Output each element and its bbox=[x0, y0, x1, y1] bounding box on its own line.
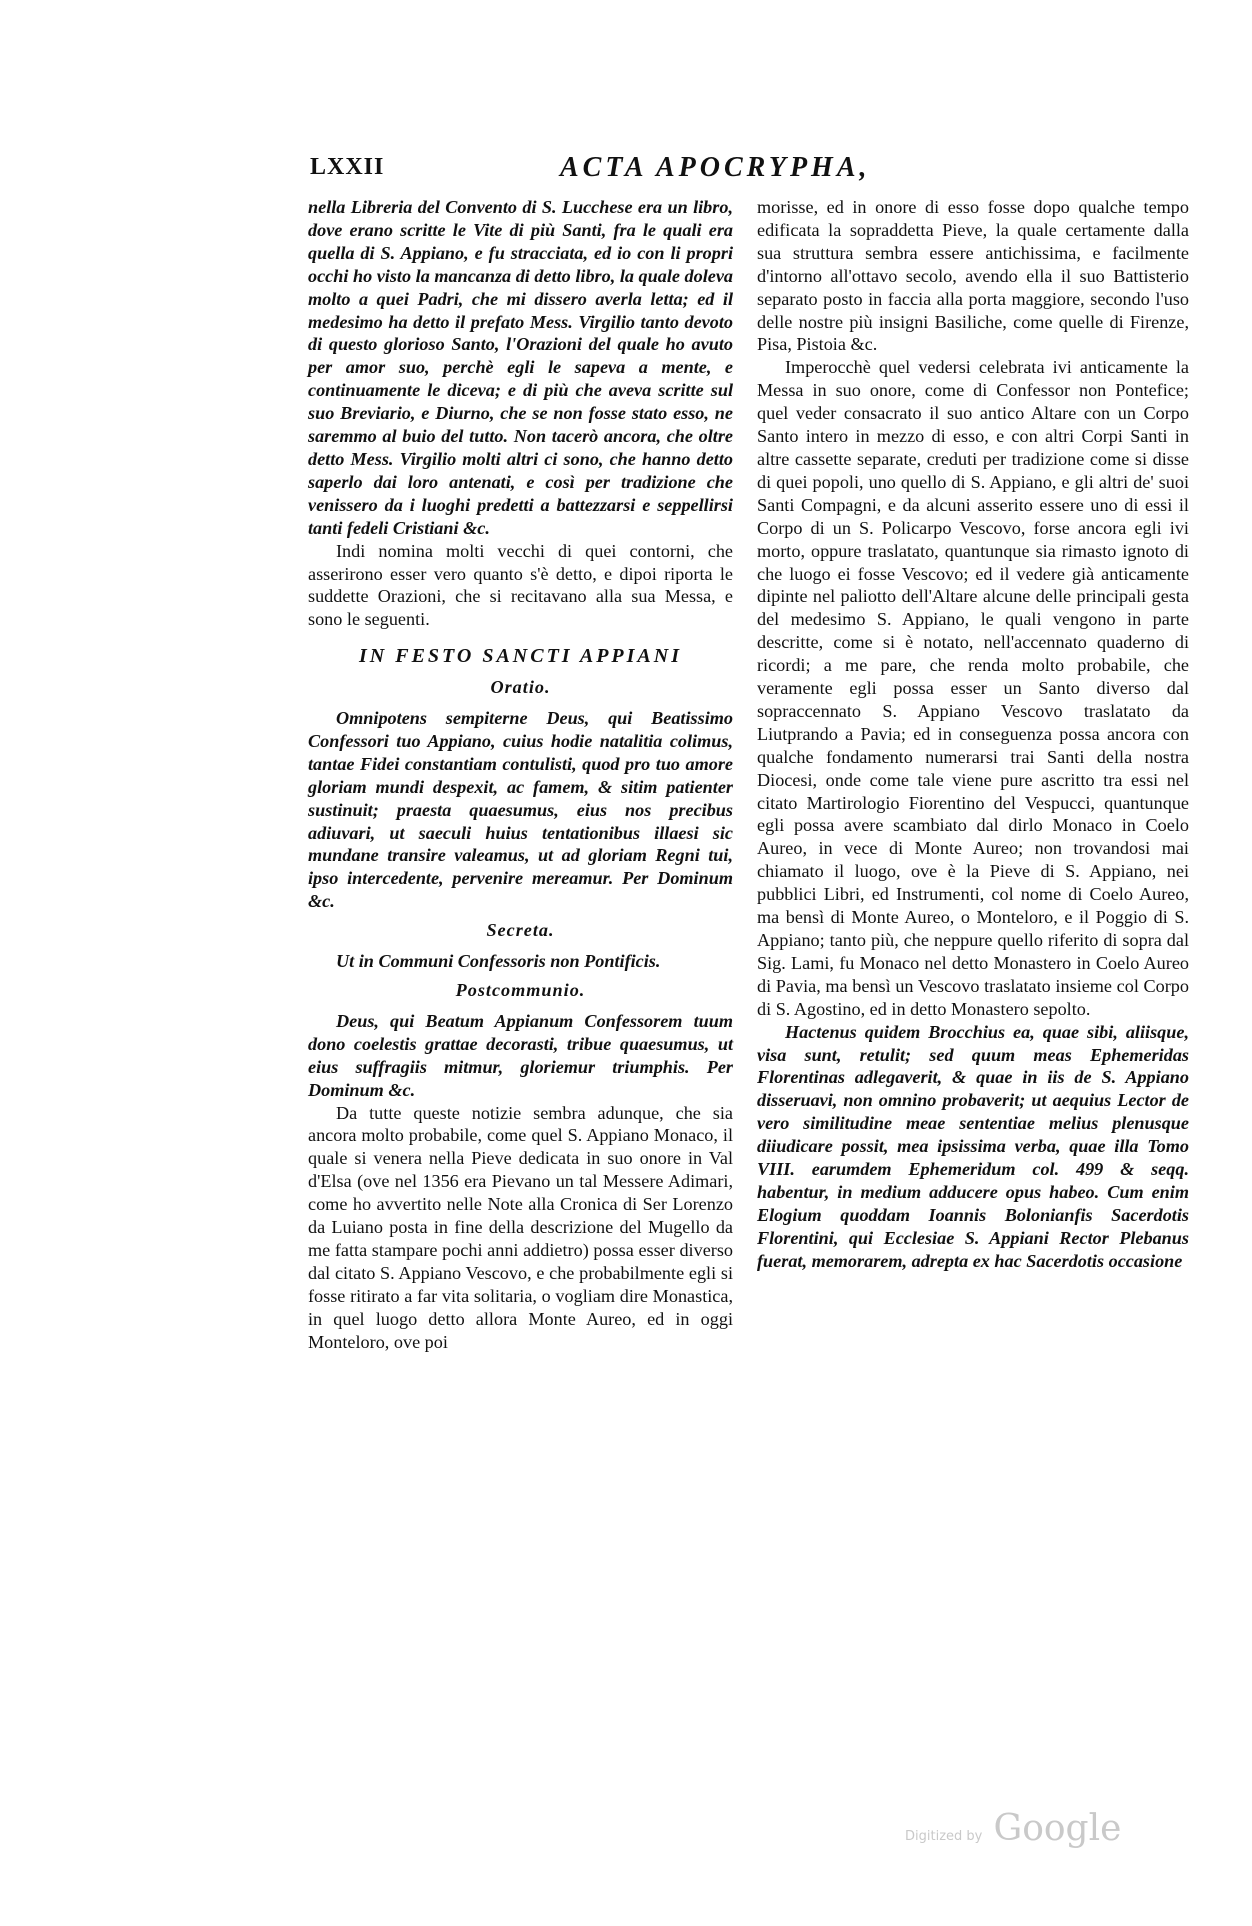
right-paragraph-3: Hactenus quidem Brocchius ea, quae sibi, aliisque, visa sunt, retulit; sed quum meas Ephemeridas Florentinas adlegaverit, & quae in iis de S. Appiano disseruavi, non omnino probaverit; ut aequius Lector de vero similitudine meae sententiae melius plenusque diiudicare possit, mea ipsissima verba, quae illa Tomo VIII. earumdem Ephemeridum col. 499 & seqq. habentur, in medium adducere opus habeo. Cum enim Elogium quoddam Ioannis Bolonianfis Sacerdotis Florentini, qui Ecclesiae S. Appiani Rector Plebanus fuerat, memorarem, adrepta ex hac Sacerdotis occasione bbox=[757, 1021, 1189, 1271]
oratio-title: Oratio. bbox=[490, 677, 551, 698]
left-paragraph-3: Da tutte queste notizie sembra adunque, che sia ancora molto probabile, come quel S. Appiano Monaco, il quale si venera nella Pieve dedicata in suo onore in Val d'Elsa (ove nel 1356 era Pievano un tal Messere Adimari, come ho avvertito nelle Note alla Cronica di Ser Lorenzo da Luiano posta in fine della descrizione del Mugello da me fatta stampare pochi anni addietro) possa esser diverso dal citato S. Appiano Vescovo, e che probabilmente egli si fosse ritirato a far vita solitaria, o vogliam dire Monastica, in quel luogo detto allora Monte Aureo, ed in oggi Monteloro, ove poi bbox=[308, 1102, 733, 1352]
secreta-title: Secreta. bbox=[486, 920, 555, 941]
google-logo: Google bbox=[993, 1808, 1122, 1849]
running-head: ACTA APOCRYPHA, bbox=[560, 152, 871, 183]
digitized-watermark bbox=[905, 1808, 1121, 1849]
left-paragraph-1: nella Libreria del Convento di S. Lucchese era un libro, dove erano scritte le Vite di più Santi, fra le quali era quella di S. Appiano, e fu stracciata, ed io con li propri occhi ho visto la mancanza di detto libro, la quale doleva molto a quei Padri, che mi dissero averla letta; ed il medesimo ha detto il prefato Mess. Virgilio tanto devoto di questo glorioso Santo, l'Orazioni del quale ho avuto per amor suo, perchè egli le sapeva a mente, e continuamente le diceva; e di più che aveva scritte sul suo Breviario, e Diurno, che se non fosse stato esso, ne saremmo al buio del tutto. Non tacerò ancora, che oltre detto Mess. Virgilio molti altri ci sono, che hanno detto saperlo dai loro antenati, e così per tradizione che venissero da i luoghi predetti a battezzarsi e seppellirsi tanti fedeli Cristiani &c. bbox=[308, 197, 733, 538]
feast-heading: IN FESTO SANCTI APPIANI bbox=[359, 645, 682, 668]
page-header bbox=[310, 150, 1170, 190]
left-paragraph-2: Indi nomina molti vecchi di quei contorni, che asserirono esser vero quanto s'è detto, e dipoi riporta le suddette Orazioni, che si recitavano alla sua Messa, e sono le seguenti. bbox=[308, 540, 733, 630]
left-column bbox=[308, 196, 733, 1354]
page-number: LXXII bbox=[310, 154, 385, 180]
postcommunio-title: Postcommunio. bbox=[455, 980, 586, 1000]
right-column bbox=[757, 196, 1189, 1273]
watermark-prefix: Digitized by bbox=[905, 1829, 983, 1844]
right-paragraph-1: morisse, ed in onore di esso fosse dopo qualche tempo edificata la sopraddetta Pieve, la quale certamente dalla sua struttura sembra essere antichissima, e facilmente d'intorno all'ottavo secolo, avendo ella il suo Battisterio separato posto in faccia alla porta maggiore, secondo l'uso delle nostre più insigni Basiliche, come quelle di Firenze, Pisa, Pistoia &c. bbox=[757, 197, 1189, 355]
oratio-text: Omnipotens sempiterne Deus, qui Beatissimo Confessori tuo Appiano, cuius hodie natalitia colimus, tantae Fidei constantiam contulisti, quod pro tuo amore gloriam mundi despexit, ac famem, & sitim patienter sustinuit; praesta quaesumus, eius nos precibus adiuvari, ut saeculi huius tentationibus illaesi sic mundane transire valeamus, ut ad gloriam Regni tui, ipso intercedente, pervenire mereamur. Per Dominum &c. bbox=[308, 708, 733, 912]
postcommunio-text: Deus, qui Beatum Appianum Confessorem tuum dono coelestis grattae decorasti, tribue quaesumus, ut eius suffragiis mitmur, gloriemur triumphis. Per Dominum &c. bbox=[308, 1010, 733, 1100]
secreta-text: Ut in Communi Confessoris non Pontificis. bbox=[336, 951, 661, 972]
right-paragraph-2: Imperocchè quel vedersi celebrata ivi anticamente la Messa in suo onore, come di Confessor non Pontefice; quel veder consacrato il suo antico Altare con un Corpo Santo intero in mezzo di esso, e con altri Corpi Santi in altre cassette separate, creduti per tradizione come si disse di quei popoli, uno quello di S. Appiano, e gli altri de' suoi Santi Compagni, e da alcuni asserito essere uno di essi il Corpo di un S. Policarpo Vescovo, forse ancora egli ivi morto, oppure traslatato, quantunque sia rimasto ignoto di che luogo ei fosse Vescovo; ed il vedere già anticamente dipinte nel paliotto dell'Altare alcune delle principali gesta del medesimo S. Appiano, le quali vengono in parte descritte, come si è notato, nell'accennato quaderno di ricordi; a me pare, che renda molto probabile, che veramente egli possa esser un Santo diverso dal sopraccennato S. Appiano Vescovo traslatato da Liutprando a Pavia; ed in conseguenza possa ancora con qualche fondamento numerarsi trai Santi della nostra Diocesi, onde come tale viene pure ascritto tra essi nel citato Martirologio Fiorentino del Vespucci, quantunque egli possa avere scambiato dal dirlo Monaco in Coelo Aureo, in vece di Monte Aureo; non trovandosi mai chiamato il luogo, ove è la Pieve di S. Appiano, nei pubblici Libri, ed Instrumenti, col nome di Coelo Aureo, ma bensì di Monte Aureo, o Monteloro, e il Poggio di S. Appiano; tanto più, che neppure quello riferito di sopra dal Sig. Lami, fu Monaco nel detto Monastero in Coelo Aureo di Pavia, ma bensì un Vescovo traslatato insieme col Corpo di S. Agostino, ed in detto Monastero sepolto. bbox=[757, 357, 1189, 1019]
